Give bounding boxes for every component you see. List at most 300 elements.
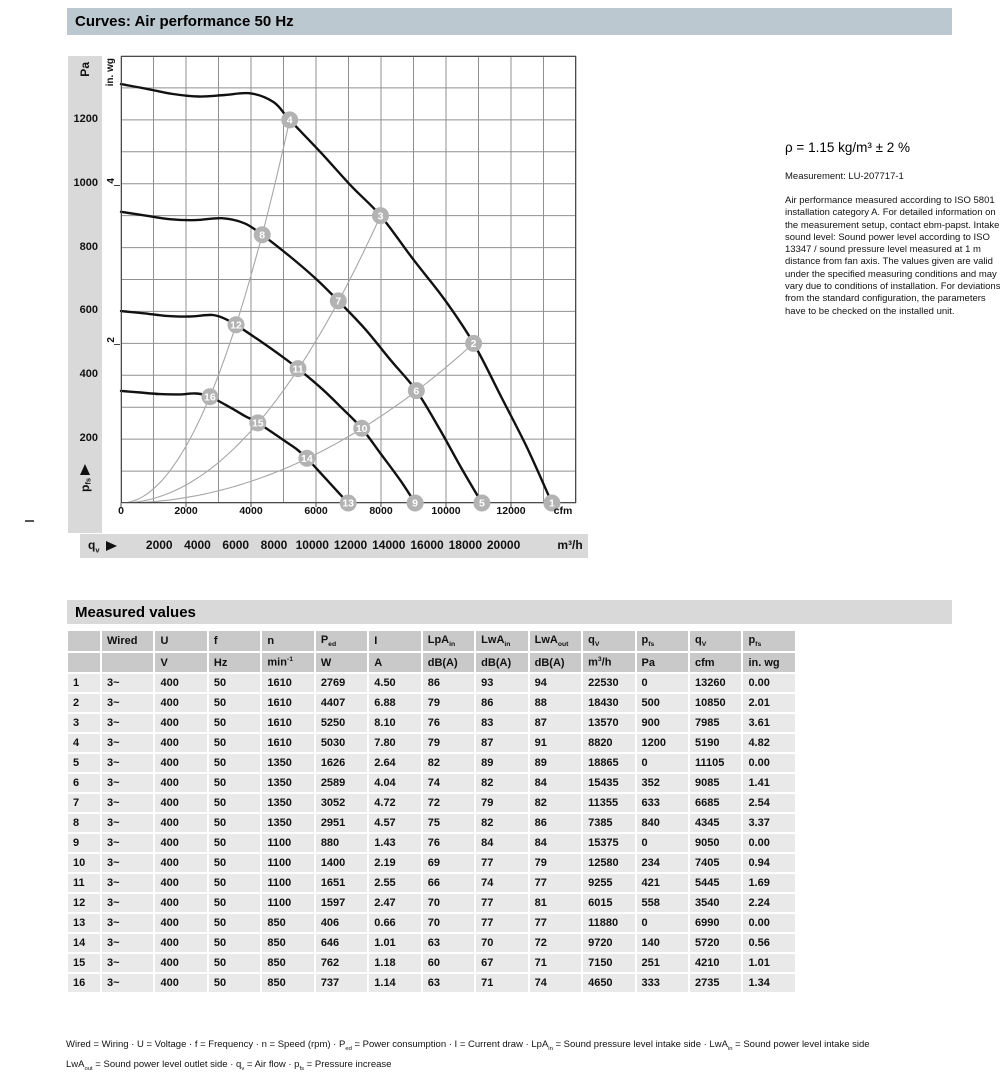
cell: 3540 [690, 894, 741, 912]
cell: 10 [68, 854, 100, 872]
table-row [68, 714, 795, 732]
cell: 3~ [102, 754, 153, 772]
column-header: I [369, 631, 420, 651]
cell: 13260 [690, 674, 741, 692]
cell: 70 [423, 894, 474, 912]
measurement-id: Measurement: LU-207717-1 [785, 171, 904, 182]
cell: 9 [68, 834, 100, 852]
cell: 84 [476, 834, 527, 852]
operating-point-8 [254, 226, 271, 243]
cell: 234 [637, 854, 688, 872]
table-row [68, 914, 795, 932]
cell: 50 [209, 894, 260, 912]
table-body [68, 674, 795, 992]
cell: 1100 [262, 854, 313, 872]
table-row [68, 674, 795, 692]
cell: 88 [530, 694, 581, 712]
cell: 900 [637, 714, 688, 732]
cell: 76 [423, 834, 474, 852]
cell: 1.34 [743, 974, 795, 992]
cell: 2589 [316, 774, 367, 792]
cell: 140 [637, 934, 688, 952]
table-row [68, 974, 795, 992]
column-unit: W [316, 653, 367, 672]
m3h-axis-bar [80, 534, 588, 558]
cell: 50 [209, 774, 260, 792]
cell: 11880 [583, 914, 634, 932]
cell: 1350 [262, 754, 313, 772]
cell: 400 [155, 674, 206, 692]
inwg-tick-4: 4 [106, 178, 117, 184]
cell: 400 [155, 774, 206, 792]
table-row [68, 754, 795, 772]
cell: 50 [209, 714, 260, 732]
operating-point-6 [408, 382, 425, 399]
cell: 880 [316, 834, 367, 852]
cell: 50 [209, 914, 260, 932]
measured-values-title: Measured values [75, 603, 196, 621]
cell: 81 [530, 894, 581, 912]
cell: 1350 [262, 814, 313, 832]
cell: 1100 [262, 834, 313, 852]
table-row [68, 734, 795, 752]
cell: 71 [476, 974, 527, 992]
cell: 1.43 [369, 834, 420, 852]
inwg-tick-2: 2 [106, 337, 117, 343]
cell: 0 [637, 674, 688, 692]
cell: 6990 [690, 914, 741, 932]
cell: 60 [423, 954, 474, 972]
cell: 70 [423, 914, 474, 932]
column-header [68, 631, 100, 651]
cell: 91 [530, 734, 581, 752]
column-unit: dB(A) [423, 653, 474, 672]
cell: 2769 [316, 674, 367, 692]
cfm-axis-unit-label: cfm [553, 505, 573, 517]
table-row [68, 834, 795, 852]
cell: 2.64 [369, 754, 420, 772]
inwg-tick-mark [114, 185, 120, 186]
cell: 4650 [583, 974, 634, 992]
cell: 762 [316, 954, 367, 972]
cell: 5445 [690, 874, 741, 892]
table-row [68, 934, 795, 952]
svg-text:13: 13 [342, 497, 355, 510]
cfm-tick-0: 0 [118, 505, 124, 517]
cell: 4407 [316, 694, 367, 712]
cell: 4.04 [369, 774, 420, 792]
cell: 9255 [583, 874, 634, 892]
cell: 633 [637, 794, 688, 812]
operating-point-4 [281, 111, 298, 128]
m3h-tick-14000: 14000 [372, 538, 406, 552]
m3h-tick-6000: 6000 [222, 538, 250, 552]
cell: 0 [637, 834, 688, 852]
cell: 400 [155, 754, 206, 772]
cell: 77 [530, 914, 581, 932]
chart-plot-area [121, 56, 576, 510]
cell: 400 [155, 954, 206, 972]
cell: 0 [637, 914, 688, 932]
legend-line-1: Wired = Wiring · U = Voltage · f = Frequency · n = Speed $(rpm) \cdot P_{ed}$ = Power consumption · I = Current draw · LpA$_{in}$ = Sound pressure level intake side · LwA$_{in}$ = Sound power level intake side [66, 1039, 870, 1052]
cfm-tick-2000: 2000 [174, 505, 198, 517]
svg-text:3: 3 [377, 210, 384, 223]
cell: 13 [68, 914, 100, 932]
cell: 14 [68, 934, 100, 952]
cell: 400 [155, 694, 206, 712]
cell: 400 [155, 894, 206, 912]
cell: 0.00 [743, 914, 795, 932]
cell: 50 [209, 814, 260, 832]
cell: 1.18 [369, 954, 420, 972]
cell: 82 [476, 814, 527, 832]
cell: 1100 [262, 874, 313, 892]
cell: 400 [155, 734, 206, 752]
cell: 1350 [262, 774, 313, 792]
cell: 3~ [102, 874, 153, 892]
m3h-tick-16000: 16000 [410, 538, 444, 552]
cell: 406 [316, 914, 367, 932]
cell: 12580 [583, 854, 634, 872]
cell: 50 [209, 954, 260, 972]
air-performance-chart [68, 56, 598, 561]
cell: 1400 [316, 854, 367, 872]
cell: 3~ [102, 954, 153, 972]
measured-values-section-header [67, 600, 952, 624]
cell: 50 [209, 794, 260, 812]
table-row [68, 954, 795, 972]
cell: 74 [530, 974, 581, 992]
cfm-tick-4000: 4000 [239, 505, 263, 517]
y-tick-1200: 1200 [73, 112, 98, 125]
cell: 72 [530, 934, 581, 952]
cell: 16 [68, 974, 100, 992]
m3h-tick-10000: 10000 [295, 538, 329, 552]
y-tick-600: 600 [79, 304, 98, 317]
cell: 3~ [102, 854, 153, 872]
m3h-tick-4000: 4000 [184, 538, 211, 552]
cell: 850 [262, 914, 313, 932]
cell: 400 [155, 974, 206, 992]
cell: 50 [209, 674, 260, 692]
cell: 6685 [690, 794, 741, 812]
inwg-axis-unit-label: in. wg [105, 58, 116, 87]
measured-values-table [66, 629, 797, 994]
m3h-tick-8000: 8000 [260, 538, 288, 552]
cell: 15375 [583, 834, 634, 852]
cell: 0.00 [743, 834, 795, 852]
right-arrow-icon [106, 541, 117, 551]
cfm-tick-6000: 6000 [304, 505, 328, 517]
cell: 18430 [583, 694, 634, 712]
cell: 3.61 [743, 714, 795, 732]
table-row [68, 894, 795, 912]
cell: 50 [209, 834, 260, 852]
cell: 11 [68, 874, 100, 892]
cell: 400 [155, 714, 206, 732]
cell: 0.94 [743, 854, 795, 872]
cell: 79 [423, 734, 474, 752]
column-unit: cfm [690, 653, 741, 672]
cell: 1100 [262, 894, 313, 912]
cell: 0 [637, 754, 688, 772]
operating-point-11 [290, 360, 307, 377]
cell: 7985 [690, 714, 741, 732]
operating-point-7 [330, 292, 347, 309]
cell: 1.41 [743, 774, 795, 792]
svg-text:14: 14 [301, 453, 313, 465]
y-tick-1000: 1000 [73, 176, 98, 189]
column-header: f [209, 631, 260, 651]
cell: 8820 [583, 734, 634, 752]
cell: 400 [155, 834, 206, 852]
svg-text:9: 9 [412, 497, 419, 510]
cell: 77 [476, 854, 527, 872]
cell: 70 [476, 934, 527, 952]
cell: 333 [637, 974, 688, 992]
svg-text:16: 16 [204, 391, 216, 404]
column-unit [68, 653, 100, 672]
cell: 400 [155, 814, 206, 832]
cell: 76 [423, 714, 474, 732]
column-unit: Hz [209, 653, 260, 672]
cell: 50 [209, 694, 260, 712]
table-header [68, 631, 795, 672]
cell: 5190 [690, 734, 741, 752]
svg-text:2: 2 [470, 338, 477, 351]
cell: 400 [155, 854, 206, 872]
cell: 2 [68, 694, 100, 712]
cell: 89 [530, 754, 581, 772]
cell: 63 [423, 934, 474, 952]
column-header: LwA$_{out}$ [530, 631, 581, 651]
cell: 18865 [583, 754, 634, 772]
m3h-tick-20000: 20000 [486, 538, 521, 552]
cell: 2.54 [743, 794, 795, 812]
column-header: $q_V$ [583, 631, 634, 651]
cell: 3~ [102, 774, 153, 792]
cell: 93 [476, 674, 527, 692]
cell: 10850 [690, 694, 741, 712]
cell: 421 [637, 874, 688, 892]
cell: 850 [262, 974, 313, 992]
svg-text:11: 11 [292, 363, 304, 376]
table-row [68, 814, 795, 832]
table-row [68, 694, 795, 712]
cell: 50 [209, 754, 260, 772]
cell: 63 [423, 974, 474, 992]
cell: 83 [476, 714, 527, 732]
column-header: Wired [102, 631, 153, 651]
column-header: $q_V$ [690, 631, 741, 651]
cell: 1 [68, 674, 100, 692]
cell: 3~ [102, 934, 153, 952]
curves-section-header [67, 8, 952, 35]
cell: 9720 [583, 934, 634, 952]
cell: 50 [209, 974, 260, 992]
column-header: $P_{ed}$ [316, 631, 367, 651]
cell: 94 [530, 674, 581, 692]
cell: 22530 [583, 674, 634, 692]
cell: 2.19 [369, 854, 420, 872]
margin-dash [25, 520, 34, 522]
cell: 1.69 [743, 874, 795, 892]
column-unit: in. wg [743, 653, 795, 672]
cell: 2.24 [743, 894, 795, 912]
air-density-note: ρ = 1.15 kg/m³ ± 2 % [785, 140, 911, 155]
cell: 4345 [690, 814, 741, 832]
cell: 2.47 [369, 894, 420, 912]
cell: 0.00 [743, 754, 795, 772]
cell: 3~ [102, 674, 153, 692]
cell: 6015 [583, 894, 634, 912]
table-header-row [68, 631, 795, 651]
y-axis-arrow-label [68, 464, 102, 492]
table-row [68, 774, 795, 792]
measurement-conditions-paragraph: Air performance measured according to ISO 5801 installation category A. For detailed information on the measurement setup, contact ebm-papst. Intake sound level: Sound power level according to ISO 13347 / sound pressure level measured at 1 m distance from fan axis. The values given are valid under the specified measuring conditions and may vary due to conditions of installation. For deviations from the standard configuration, the parameters have to be checked on the installed unit. [785, 195, 1000, 317]
cell: 3~ [102, 794, 153, 812]
cell: 6.88 [369, 694, 420, 712]
y-tick-200: 200 [79, 432, 98, 445]
cell: 0.66 [369, 914, 420, 932]
column-unit: dB(A) [476, 653, 527, 672]
cell: 11105 [690, 754, 741, 772]
cell: 1.01 [369, 934, 420, 952]
cell: 77 [476, 894, 527, 912]
cell: 74 [423, 774, 474, 792]
cell: 4.57 [369, 814, 420, 832]
cell: 1350 [262, 794, 313, 812]
cell: 3~ [102, 914, 153, 932]
side-notes [785, 140, 1000, 318]
cell: 1200 [637, 734, 688, 752]
column-unit: $m^3/h$ [583, 653, 634, 672]
cell: 77 [476, 914, 527, 932]
cfm-tick-10000: 10000 [431, 505, 461, 517]
cell: 3052 [316, 794, 367, 812]
cell: 1651 [316, 874, 367, 892]
cfm-tick-12000: 12000 [496, 505, 526, 517]
cell: 75 [423, 814, 474, 832]
cell: 87 [476, 734, 527, 752]
legend-footnote [66, 1037, 971, 1077]
cell: 50 [209, 734, 260, 752]
column-header: n [262, 631, 313, 651]
m3h-tick-2000: 2000 [145, 538, 173, 552]
cell: 4.72 [369, 794, 420, 812]
cell: 50 [209, 934, 260, 952]
cell: 5250 [316, 714, 367, 732]
cell: 67 [476, 954, 527, 972]
operating-point-16 [201, 388, 218, 405]
cell: 1626 [316, 754, 367, 772]
cell: 7.80 [369, 734, 420, 752]
cell: 400 [155, 874, 206, 892]
cell: 82 [476, 774, 527, 792]
cell: 84 [530, 834, 581, 852]
table-row [68, 794, 795, 812]
qv-axis-label: $q_v$ [88, 538, 100, 555]
cell: 11355 [583, 794, 634, 812]
cell: 0.00 [743, 674, 795, 692]
column-unit: V [155, 653, 206, 672]
cell: 84 [530, 774, 581, 792]
cfm-axis-ticks [118, 505, 591, 521]
cell: 0.56 [743, 934, 795, 952]
cell: 2735 [690, 974, 741, 992]
pfs-axis-label: $p_{fs}$ [77, 478, 93, 492]
up-arrow-icon [80, 464, 90, 475]
cell: 7 [68, 794, 100, 812]
svg-text:1: 1 [548, 497, 555, 510]
table-units-row [68, 653, 795, 672]
cell: 79 [423, 694, 474, 712]
cell: 71 [530, 954, 581, 972]
chart-svg [121, 56, 576, 510]
cell: 500 [637, 694, 688, 712]
operating-point-2 [465, 335, 482, 352]
cell: 74 [476, 874, 527, 892]
operating-point-14 [298, 450, 315, 467]
cell: 2.55 [369, 874, 420, 892]
cell: 251 [637, 954, 688, 972]
cell: 1610 [262, 674, 313, 692]
cell: 5030 [316, 734, 367, 752]
cell: 646 [316, 934, 367, 952]
cell: 7405 [690, 854, 741, 872]
cell: 50 [209, 854, 260, 872]
cell: 4 [68, 734, 100, 752]
m3h-tick-18000: 18000 [448, 538, 482, 552]
y-tick-800: 800 [79, 240, 98, 253]
cell: 86 [476, 694, 527, 712]
table-row [68, 874, 795, 892]
cell: 86 [530, 814, 581, 832]
operating-point-15 [249, 414, 266, 431]
cell: 87 [530, 714, 581, 732]
cell: 558 [637, 894, 688, 912]
y-axis-bar [68, 56, 102, 533]
cell: 72 [423, 794, 474, 812]
cell: 8.10 [369, 714, 420, 732]
svg-text:15: 15 [251, 417, 264, 430]
y-tick-400: 400 [79, 368, 98, 381]
operating-point-10 [353, 420, 370, 437]
cell: 7150 [583, 954, 634, 972]
cell: 1610 [262, 734, 313, 752]
cell: 352 [637, 774, 688, 792]
cell: 3~ [102, 734, 153, 752]
table-row [68, 854, 795, 872]
cell: 9085 [690, 774, 741, 792]
y-axis-unit-label: Pa [78, 62, 92, 77]
cell: 3~ [102, 694, 153, 712]
operating-point-12 [228, 316, 245, 333]
svg-text:10: 10 [355, 423, 368, 435]
svg-text:8: 8 [259, 229, 266, 242]
operating-point-3 [372, 207, 389, 224]
cell: 82 [423, 754, 474, 772]
cell: 3~ [102, 834, 153, 852]
cell: 86 [423, 674, 474, 692]
cell: 13570 [583, 714, 634, 732]
column-unit: $\min^{-1}$ [262, 653, 313, 672]
column-header: $p_{fs}$ [637, 631, 688, 651]
cell: 3 [68, 714, 100, 732]
cell: 82 [530, 794, 581, 812]
cell: 15435 [583, 774, 634, 792]
svg-text:5: 5 [478, 497, 485, 510]
